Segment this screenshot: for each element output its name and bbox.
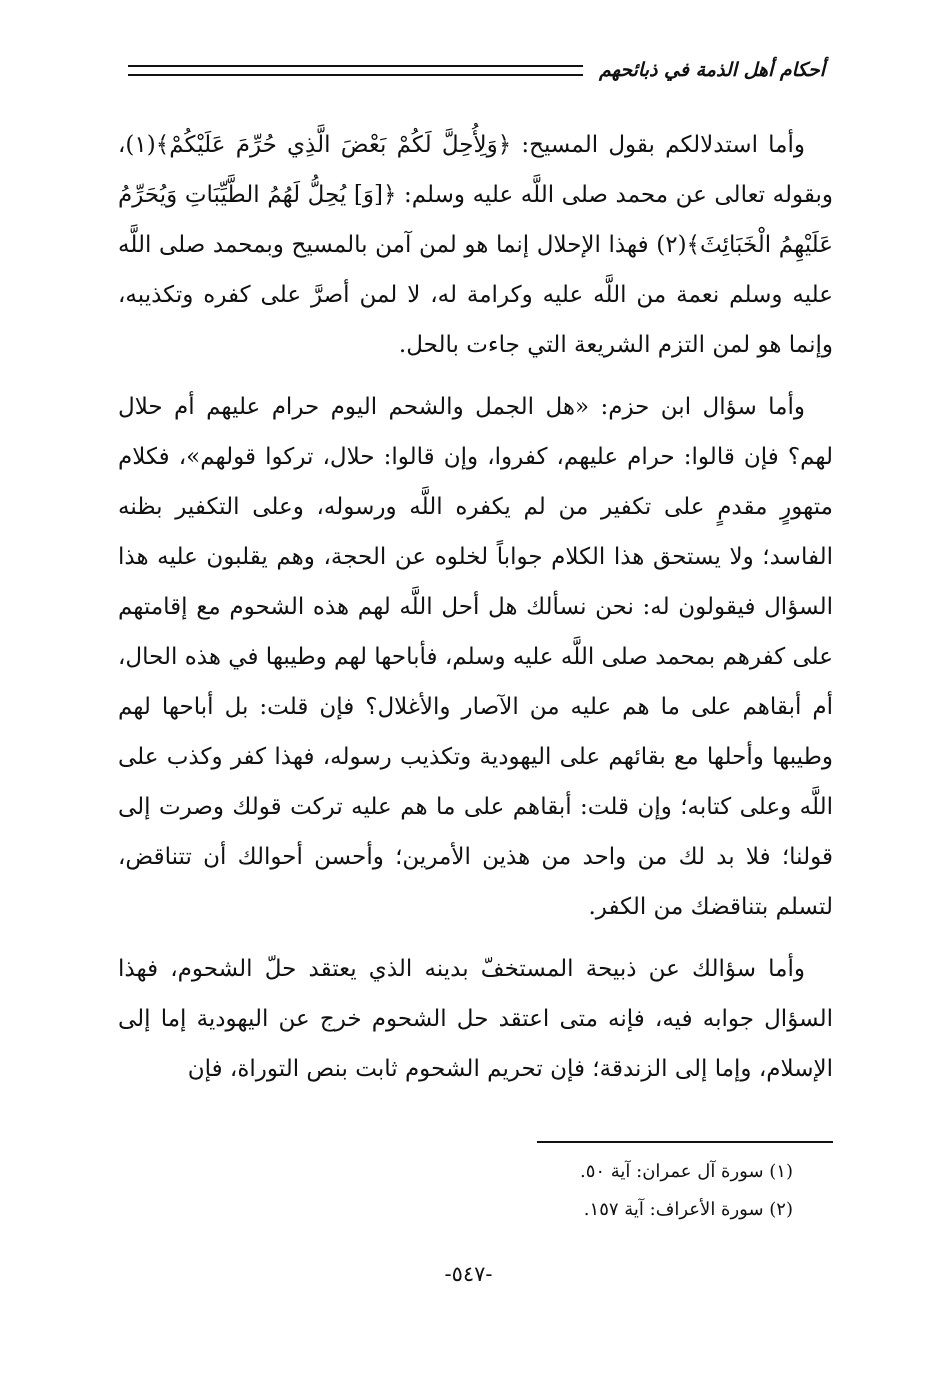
page-number: -٥٤٧- xyxy=(444,1262,493,1286)
running-header xyxy=(128,50,825,90)
paragraph-3: وأما سؤالك عن ذبيحة المستخفّ بدينه الذي يعتقد حلّ الشحوم، فهذا السؤال جوابه فيه، فإنه متى اعتقد حل الشحوم خرج عن اليهودية إما إلى الإسلام، وإما إلى الزندقة؛ فإن تحريم الشحوم ثابت بنص التوراة، فإن xyxy=(118,956,833,1082)
footnotes xyxy=(433,1153,833,1229)
paragraph-1: وأما استدلالكم بقول المسيح: ﴿وَلِأُحِلَّ لَكُمْ بَعْضَ الَّذِي حُرِّمَ عَلَيْكُمْ﴾(١)، وبقوله تعالى عن محمد صلى اللَّه عليه وسلم: ﴿[وَ] يُحِلُّ لَهُمُ الطَّيِّبَاتِ وَيُحَرِّمُ عَلَيْهِمُ الْخَبَائِثَ﴾(٢) فهذا الإحلال إنما هو لمن آمن بالمسيح وبمحمد صلى اللَّه عليه وسلم نعمة من اللَّه عليه وكرامة له، لا لمن أصرَّ على كفره وتكذيبه، وإنما هو لمن التزم الشريعة التي جاءت بالحل. xyxy=(118,132,833,358)
header-title: أحكام أهل الذمة في ذبائحهم xyxy=(598,59,825,81)
paragraph-2: وأما سؤال ابن حزم: «هل الجمل والشحم اليوم حرام عليهم أم حلال لهم؟ فإن قالوا: حرام عليهم، كفروا، وإن قالوا: حلال، تركوا قولهم»، فكلام متهورٍ مقدمٍ على تكفير من لم يكفره اللَّه ورسوله، وعلى التكفير بظنه الفاسد؛ ولا يستحق هذا الكلام جواباً لخلوه عن الحجة، وهم يقلبون عليه هذا السؤال فيقولون له: نحن نسألك هل أحل اللَّه لهم هذه الشحوم مع إقامتهم على كفرهم بمحمد صلى اللَّه عليه وسلم، فأباحها لهم وطيبها في هذه الحال، أم أبقاهم على ما هم عليه من الآصار والأغلال؟ فإن قلت: بل أباحها لهم وطيبها وأحلها مع بقائهم على اليهودية وتكذيب رسوله، فهذا كفر وكذب على اللَّه وعلى كتابه؛ وإن قلت: أبقاهم على ما هم عليه تركت قولك وصرت إلى قولنا؛ فلا بد لك من واحد من هذين الأمرين؛ وأحسن أحوالك أن تتناقض، لتسلم بتناقضك من الكفر. xyxy=(118,394,833,920)
footnote-1: (١) سورة آل عمران: آية ٥٠. xyxy=(579,1161,793,1182)
main-text xyxy=(118,120,833,1106)
footnote-2: (٢) سورة الأعراف: آية ١٥٧. xyxy=(583,1199,793,1220)
header-double-rule xyxy=(128,65,583,76)
footnote-separator xyxy=(537,1141,833,1143)
